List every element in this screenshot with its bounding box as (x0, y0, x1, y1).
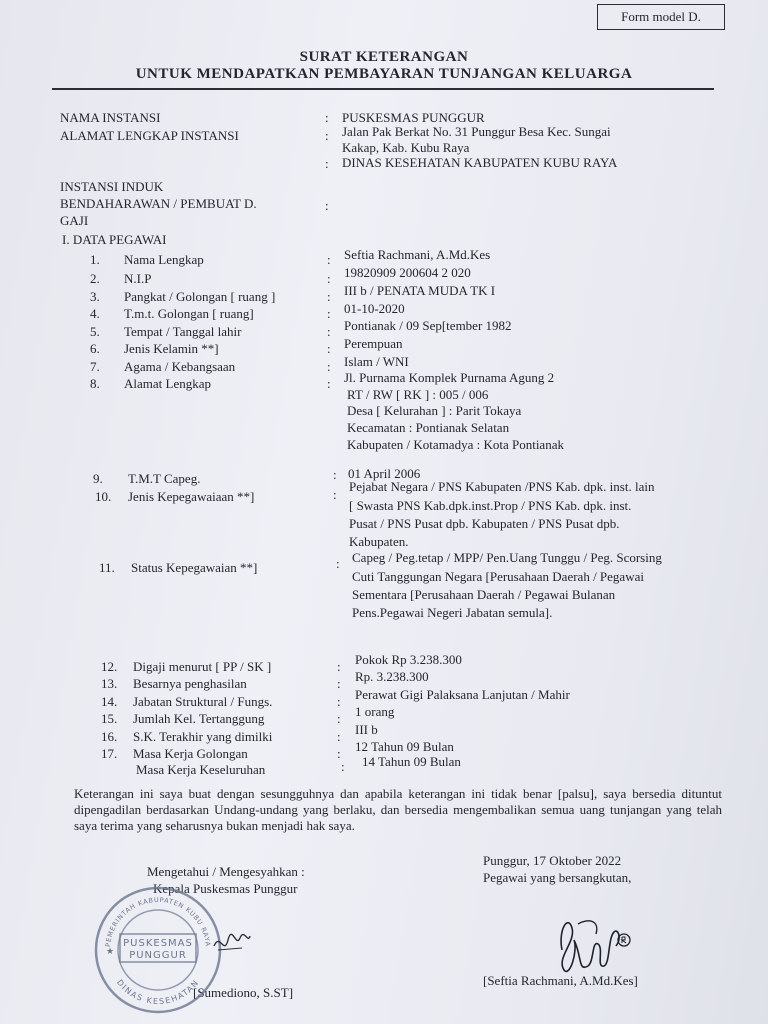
item-value: 14 Tahun 09 Bulan (362, 754, 461, 769)
item-value: Pokok Rp 3.238.300 (355, 652, 462, 667)
colon: : (327, 324, 331, 339)
alamat-instansi-value-2: Kakap, Kab. Kubu Raya (342, 140, 470, 155)
pegawai-label: Pegawai yang bersangkutan, (483, 870, 632, 885)
alamat-rt-rw: RT / RW [ RK ] : 005 / 006 (347, 387, 489, 402)
item-number: 8. (90, 376, 100, 391)
item-label: Digaji menurut [ PP / SK ] (133, 659, 272, 674)
stamp-center-2: PUNGGUR (129, 950, 187, 961)
statement-paragraph: Keterangan ini saya buat dengan sesungguhnya dan apabila keterangan ini tidak benar [palsu], saya bersedia dituntut dipengadilan berdasarkan Undang-undang yang berlaku, dan bersedia mengembalikan semua uang tunjangan yang telah saya terima yang seharusnya bukan menjadi hak saya. (74, 786, 722, 833)
jenis-kepegawaian-line-1: Pejabat Negara / PNS Kabupaten /PNS Kab. dpk. inst. lain (349, 479, 655, 494)
nama-instansi-value: PUSKESMAS PUNGGUR (342, 110, 485, 125)
item-label: Alamat Lengkap (124, 376, 211, 391)
item-value: Rp. 3.238.300 (355, 669, 429, 684)
item-value: 1 orang (355, 704, 395, 719)
colon: : (327, 289, 331, 304)
colon: : (337, 694, 341, 709)
item-number: 14. (101, 694, 118, 709)
item-label: N.I.P (124, 271, 152, 286)
item-label: S.K. Terakhir yang dimilki (133, 729, 273, 744)
item-value: Jl. Purnama Komplek Purnama Agung 2 (344, 370, 555, 385)
item-label: Jenis Kelamin **] (124, 341, 219, 356)
item-label: T.m.t. Golongan [ ruang] (124, 306, 254, 321)
document-title: SURAT KETERANGAN (299, 49, 469, 65)
item-number: 4. (90, 306, 100, 321)
status-kepegawaian-line-1: Capeg / Peg.tetap / MPP/ Pen.Uang Tunggu / Peg. Scorsing (352, 550, 662, 565)
item-label: Nama Lengkap (124, 252, 204, 267)
colon: : (337, 746, 341, 761)
section-title: I. DATA PEGAWAI (62, 232, 167, 247)
document-subtitle: UNTUK MENDAPATKAN PEMBAYARAN TUNJANGAN KELUARGA (135, 66, 633, 82)
alamat-instansi-value-1: Jalan Pak Berkat No. 31 Punggur Besa Kec. Sungai (342, 124, 611, 139)
bendahara-label-1: BENDAHARAWAN / PEMBUAT D. (60, 196, 257, 211)
item-label: Jenis Kepegawaiaan **] (128, 489, 255, 504)
item-number: 5. (90, 324, 100, 339)
colon: : (327, 306, 331, 321)
item-number: 11. (99, 560, 115, 575)
item-number: 7. (90, 359, 100, 374)
item-value: 01-10-2020 (344, 301, 405, 316)
nama-instansi-label: NAMA INSTANSI (60, 110, 161, 125)
colon: : (333, 487, 337, 502)
alamat-kabupaten: Kabupaten / Kotamadya : Kota Pontianak (347, 437, 564, 452)
status-kepegawaian-line-4: Pens.Pegawai Negeri Jabatan semula]. (352, 605, 553, 620)
colon: : (341, 759, 345, 774)
item-number: 16. (101, 729, 118, 744)
puskesmas-stamp (92, 884, 224, 1016)
item-value: Pontianak / 09 Sep[tember 1982 (344, 318, 512, 333)
item-value: 01 April 2006 (348, 466, 421, 481)
colon: : (327, 341, 331, 356)
jenis-kepegawaian-line-2: [ Swasta PNS Kab.dpk.inst.Prop / PNS Kab. dpk. inst. (349, 498, 632, 513)
colon: : (327, 376, 331, 391)
form-model-label: Form model D. (597, 4, 725, 30)
item-number: 17. (101, 746, 118, 761)
colon: : (327, 271, 331, 286)
jenis-kepegawaian-line-4: Kabupaten. (349, 534, 409, 549)
colon: : (325, 198, 329, 213)
item-number: 15. (101, 711, 118, 726)
kepala-name: [Sumediono, S.ST] (193, 985, 294, 1000)
item-label: Pangkat / Golongan [ ruang ] (124, 289, 276, 304)
item-value: Islam / WNI (344, 354, 409, 369)
stamp-center-1: PUSKESMAS (123, 938, 193, 949)
colon: : (327, 359, 331, 374)
colon: : (337, 659, 341, 674)
instansi-induk-label: INSTANSI INDUK (60, 179, 164, 194)
item-number: 12. (101, 659, 118, 674)
status-kepegawaian-line-2: Cuti Tanggungan Negara [Perusahaan Daerah / Pegawai (352, 569, 644, 584)
colon: : (327, 252, 331, 267)
star-icon: ★ (106, 946, 115, 956)
colon: : (337, 676, 341, 691)
pegawai-name: [Seftia Rachmani, A.Md.Kes] (483, 973, 638, 988)
status-kepegawaian-line-3: Sementara [Perusahaan Daerah / Pegawai Bulanan (352, 587, 616, 602)
item-value: Seftia Rachmani, A.Md.Kes (344, 247, 491, 262)
item-number: 6. (90, 341, 100, 356)
colon: : (337, 711, 341, 726)
item-value: Perawat Gigi Palaksana Lanjutan / Mahir (355, 687, 570, 702)
item-label: T.M.T Capeg. (128, 471, 201, 486)
item-label: Masa Kerja Golongan (133, 746, 248, 761)
colon: : (336, 556, 340, 571)
kepala-label: Kepala Puskesmas Punggur (153, 881, 298, 896)
item-label: Jabatan Struktural / Fungs. (133, 694, 273, 709)
item-value: III b (355, 722, 378, 737)
item-label: Masa Kerja Keseluruhan (136, 762, 266, 777)
item-number: 10. (95, 489, 112, 504)
item-number: 13. (101, 676, 118, 691)
item-label: Status Kepegawaian **] (131, 560, 258, 575)
item-number: 3. (90, 289, 100, 304)
pegawai-signature-icon (548, 910, 634, 984)
colon: : (333, 467, 337, 482)
colon: : (325, 156, 329, 171)
item-value: III b / PENATA MUDA TK I (344, 283, 496, 298)
stamp-top-text: PEMERINTAH KABUPATEN KUBU RAYA (104, 895, 212, 948)
item-label: Besarnya penghasilan (133, 676, 247, 691)
alamat-kecamatan: Kecamatan : Pontianak Selatan (347, 420, 510, 435)
item-number: 9. (93, 471, 103, 486)
kepala-signature-icon (212, 928, 252, 958)
item-value: Perempuan (344, 336, 403, 351)
alamat-instansi-label: ALAMAT LENGKAP INSTANSI (60, 128, 239, 143)
mengetahui-label: Mengetahui / Mengesyahkan : (147, 864, 305, 879)
item-label: Tempat / Tanggal lahir (124, 324, 242, 339)
item-label: Jumlah Kel. Tertanggung (133, 711, 265, 726)
item-value: 12 Tahun 09 Bulan (355, 739, 454, 754)
stamp-bottom-text: DINAS KESEHATAN (114, 977, 202, 1007)
alamat-desa: Desa [ Kelurahan ] : Parit Tokaya (347, 403, 522, 418)
bendahara-label-2: GAJI (60, 213, 89, 228)
signature-date: Punggur, 17 Oktober 2022 (483, 853, 622, 868)
title-divider (52, 88, 714, 90)
colon: : (337, 729, 341, 744)
colon: : (325, 110, 329, 125)
item-value: 19820909 200604 2 020 (344, 265, 471, 280)
item-label: Agama / Kebangsaan (124, 359, 236, 374)
dinas-value: DINAS KESEHATAN KABUPATEN KUBU RAYA (342, 155, 618, 170)
item-number: 1. (90, 252, 100, 267)
item-number: 2. (90, 271, 100, 286)
colon: : (325, 128, 329, 143)
jenis-kepegawaian-line-3: Pusat / PNS Pusat dpb. Kabupaten / PNS Pusat dpb. (349, 516, 620, 531)
